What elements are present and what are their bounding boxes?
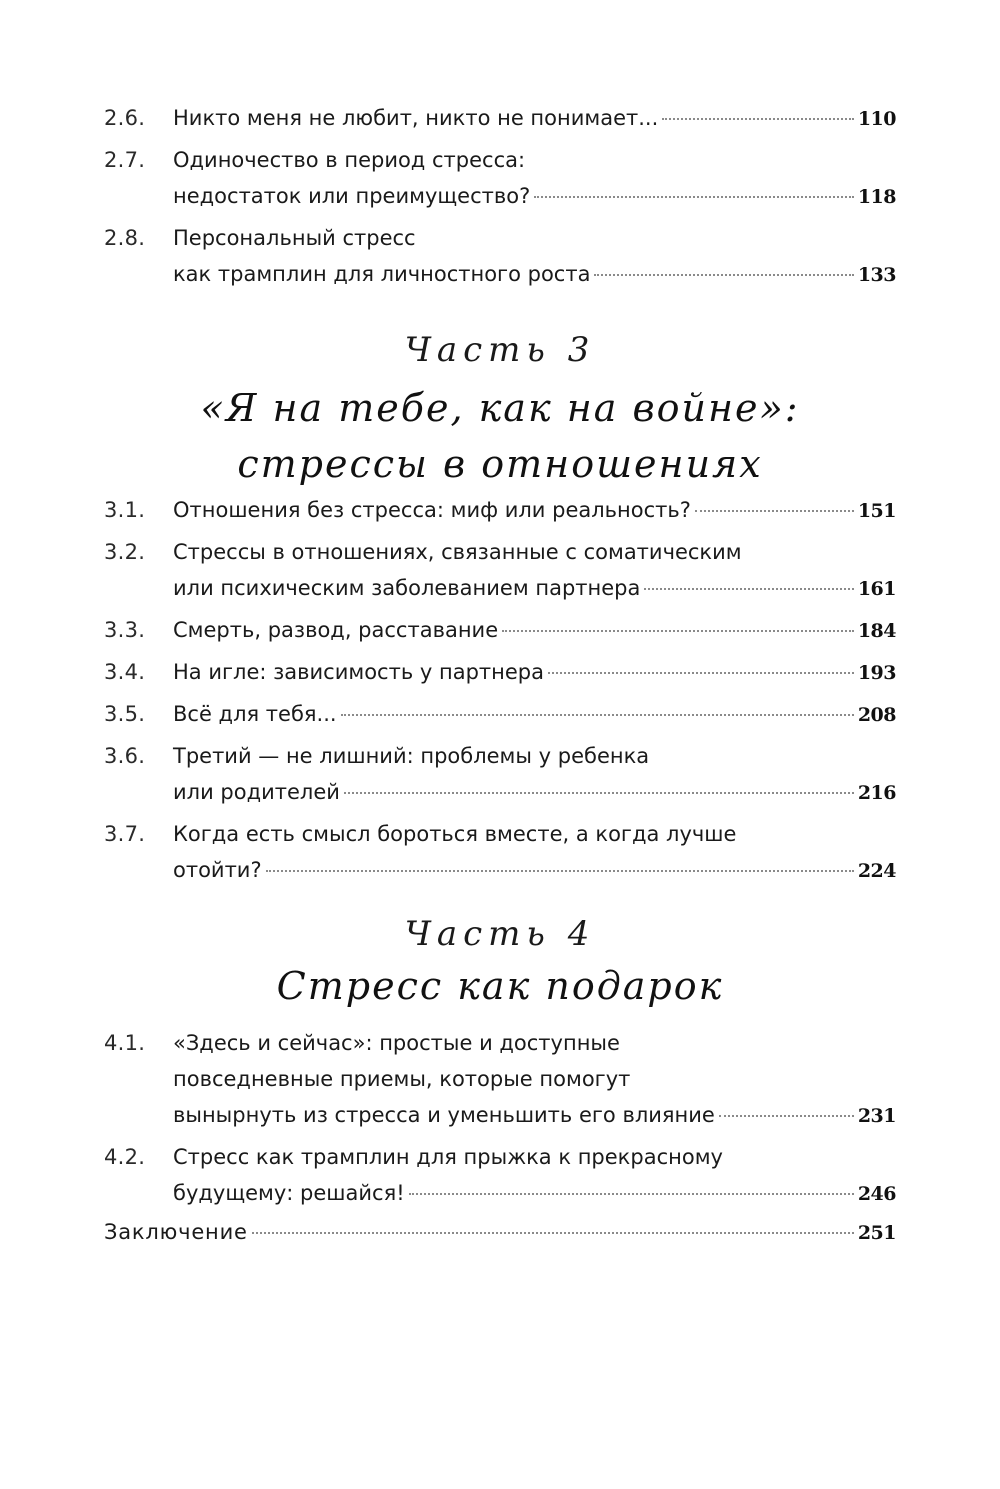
- entry-title-line: вынырнуть из стресса и уменьшить его влияние: [173, 1103, 715, 1127]
- entry-number: 2.7.: [104, 148, 146, 172]
- entry-title-line: или родителей: [173, 780, 340, 804]
- page-number: 224: [857, 860, 896, 882]
- entry-number: 4.1.: [104, 1031, 146, 1055]
- part4-label: Часть 4: [404, 914, 596, 954]
- entry-number: 2.8.: [104, 226, 146, 250]
- entry-number: 3.3.: [104, 618, 146, 642]
- toc-entry-3-3[interactable]: [104, 612, 896, 649]
- entry-title-line: или психическим заболеванием партнера: [173, 576, 641, 600]
- toc-entry-3-7[interactable]: [104, 816, 896, 889]
- entry-title: Отношения без стресса: миф или реальность?: [173, 498, 691, 522]
- dot-leader: [409, 1192, 854, 1195]
- toc-entry-conclusion[interactable]: [104, 1214, 896, 1251]
- entry-title-line: Персональный стресс: [173, 226, 416, 250]
- page-number: 161: [857, 578, 896, 600]
- entry-number: 3.1.: [104, 498, 146, 522]
- part4-title: [0, 958, 1000, 1014]
- dot-leader: [695, 509, 854, 512]
- toc-entry-3-6[interactable]: [104, 738, 896, 811]
- entry-title: Всё для тебя...: [173, 702, 337, 726]
- page-number: 216: [857, 782, 896, 804]
- page-number: 231: [857, 1105, 896, 1127]
- entry-title-line: повседневные приемы, которые помогут: [173, 1067, 631, 1091]
- toc-section-part3: [104, 492, 896, 889]
- entry-title-line: Третий — не лишний: проблемы у ребенка: [173, 744, 650, 768]
- toc-entry-2-8[interactable]: [104, 220, 896, 293]
- entry-number: 3.6.: [104, 744, 146, 768]
- page-number: 151: [857, 500, 896, 522]
- page-number: 133: [857, 264, 896, 286]
- page-number: 118: [857, 186, 896, 208]
- entry-title-line: как трамплин для личностного роста: [173, 262, 591, 286]
- entry-number: 2.6.: [104, 106, 146, 130]
- dot-leader: [266, 869, 854, 872]
- toc-entry-3-5[interactable]: [104, 696, 896, 733]
- conclusion-title: Заключение: [104, 1220, 248, 1244]
- dot-leader: [502, 629, 854, 632]
- toc-entry-2-7[interactable]: [104, 142, 896, 215]
- page-number: 110: [857, 108, 896, 130]
- entry-title-line: Стресс как трамплин для прыжка к прекрасному: [173, 1145, 723, 1169]
- toc-entry-3-4[interactable]: [104, 654, 896, 691]
- dot-leader: [534, 195, 854, 198]
- toc-section-part4: [104, 1025, 896, 1212]
- part3-label: Часть 3: [404, 330, 596, 370]
- entry-title-line: «Здесь и сейчас»: простые и доступные: [173, 1031, 620, 1055]
- page-number: 251: [857, 1222, 896, 1244]
- part4-title-line: Стресс как подарок: [276, 964, 724, 1008]
- page-number: 184: [857, 620, 896, 642]
- entry-title: Смерть, развод, расставание: [173, 618, 499, 642]
- entry-title-line: недостаток или преимущество?: [173, 184, 531, 208]
- entry-title-line: Стрессы в отношениях, связанные с соматическим: [173, 540, 742, 564]
- toc-entry-4-1[interactable]: [104, 1025, 896, 1134]
- dot-leader: [344, 791, 854, 794]
- dot-leader: [341, 713, 854, 716]
- dot-leader: [252, 1231, 854, 1234]
- page-number: 208: [857, 704, 896, 726]
- part3-title: [0, 380, 1000, 492]
- part3-title-line: «Я на тебе, как на войне»:: [200, 386, 800, 430]
- toc-entry-3-2[interactable]: [104, 534, 896, 607]
- entry-title-line: Когда есть смысл бороться вместе, а когда лучше: [173, 822, 737, 846]
- page-number: 246: [857, 1183, 896, 1205]
- dot-leader: [594, 273, 853, 276]
- page-number: 193: [857, 662, 896, 684]
- entry-title: Никто меня не любит, никто не понимает...: [173, 106, 659, 130]
- entry-title: На игле: зависимость у партнера: [173, 660, 544, 684]
- dot-leader: [719, 1114, 854, 1117]
- entry-title-line: отойти?: [173, 858, 262, 882]
- dot-leader: [644, 587, 853, 590]
- entry-title-line: будущему: решайся!: [173, 1181, 405, 1205]
- toc-entry-2-6[interactable]: [104, 100, 896, 137]
- toc-entry-3-1[interactable]: [104, 492, 896, 529]
- entry-title-line: Одиночество в период стресса:: [173, 148, 526, 172]
- entry-number: 3.7.: [104, 822, 146, 846]
- dot-leader: [548, 671, 854, 674]
- toc-entry-4-2[interactable]: [104, 1139, 896, 1212]
- entry-number: 4.2.: [104, 1145, 146, 1169]
- entry-number: 3.4.: [104, 660, 146, 684]
- dot-leader: [662, 117, 854, 120]
- part3-title-line: стрессы в отношениях: [237, 442, 763, 486]
- toc-section-part2: [104, 100, 896, 293]
- entry-number: 3.2.: [104, 540, 146, 564]
- entry-number: 3.5.: [104, 702, 146, 726]
